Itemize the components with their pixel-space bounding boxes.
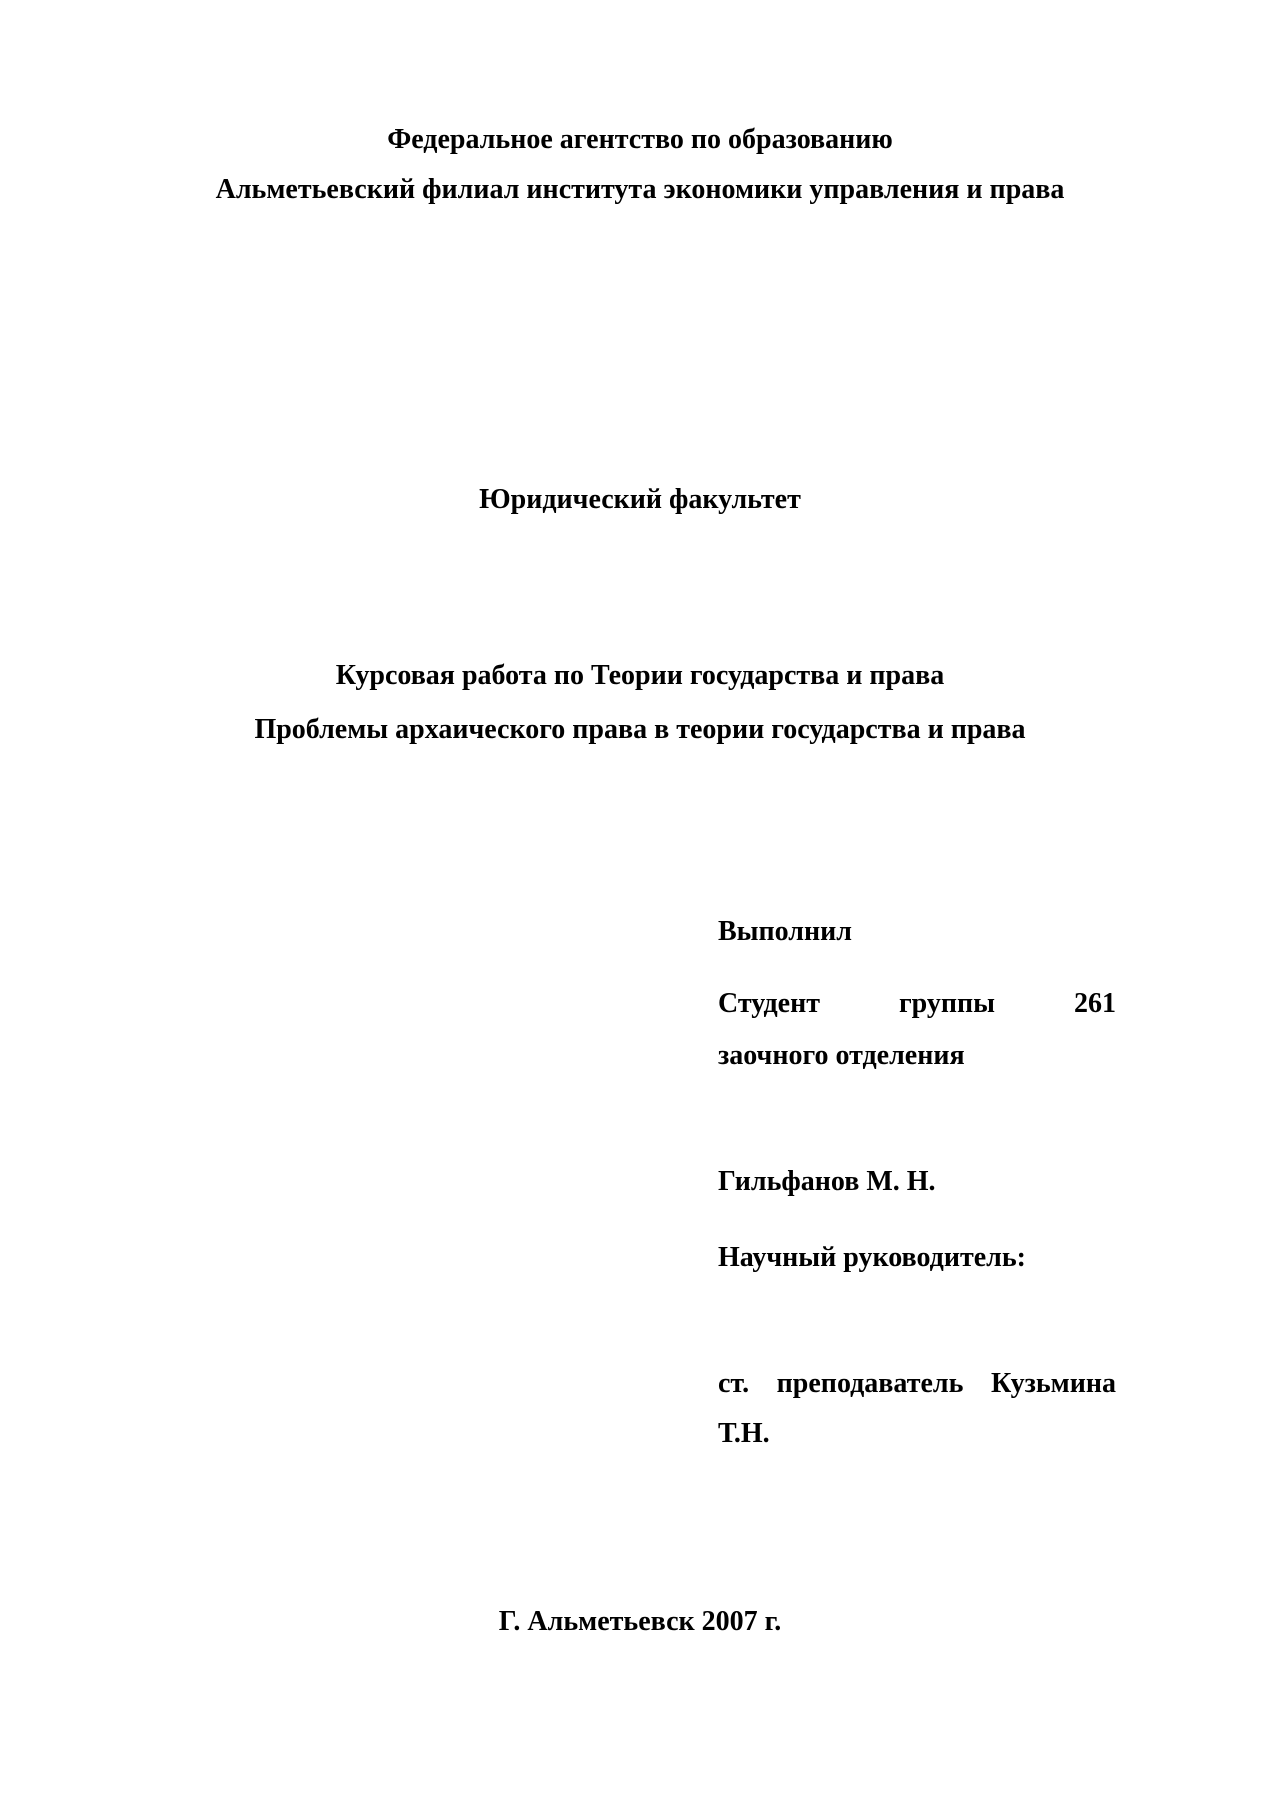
student-word: Студент bbox=[718, 988, 820, 1019]
student-group-line bbox=[718, 990, 1116, 1018]
institute-name: Альметьевский филиал института экономики управления и права bbox=[215, 174, 1065, 205]
advisor-surname: Кузьмина bbox=[990, 1368, 1116, 1399]
work-topic: Проблемы архаического права в теории государства и права bbox=[254, 714, 1026, 745]
course-work-title: Курсовая работа по Теории государства и права bbox=[335, 660, 945, 691]
advisor-label: Научный руководитель: bbox=[718, 1242, 1026, 1273]
faculty-name: Юридический факультет bbox=[479, 484, 801, 515]
study-department: заочного отделения bbox=[718, 1040, 965, 1071]
advisor-initials: Т.Н. bbox=[718, 1418, 770, 1449]
advisor-rank-abbrev: ст. bbox=[718, 1368, 750, 1399]
advisor-line bbox=[718, 1370, 1116, 1398]
agency-name: Федеральное агентство по образованию bbox=[387, 124, 893, 155]
city-year: Г. Альметьевск 2007 г. bbox=[498, 1606, 782, 1637]
student-name: Гильфанов М. Н. bbox=[718, 1166, 936, 1197]
done-label: Выполнил bbox=[718, 916, 852, 947]
advisor-position: преподаватель bbox=[776, 1368, 964, 1399]
group-word: группы bbox=[898, 988, 995, 1019]
group-number: 261 bbox=[1074, 988, 1116, 1019]
